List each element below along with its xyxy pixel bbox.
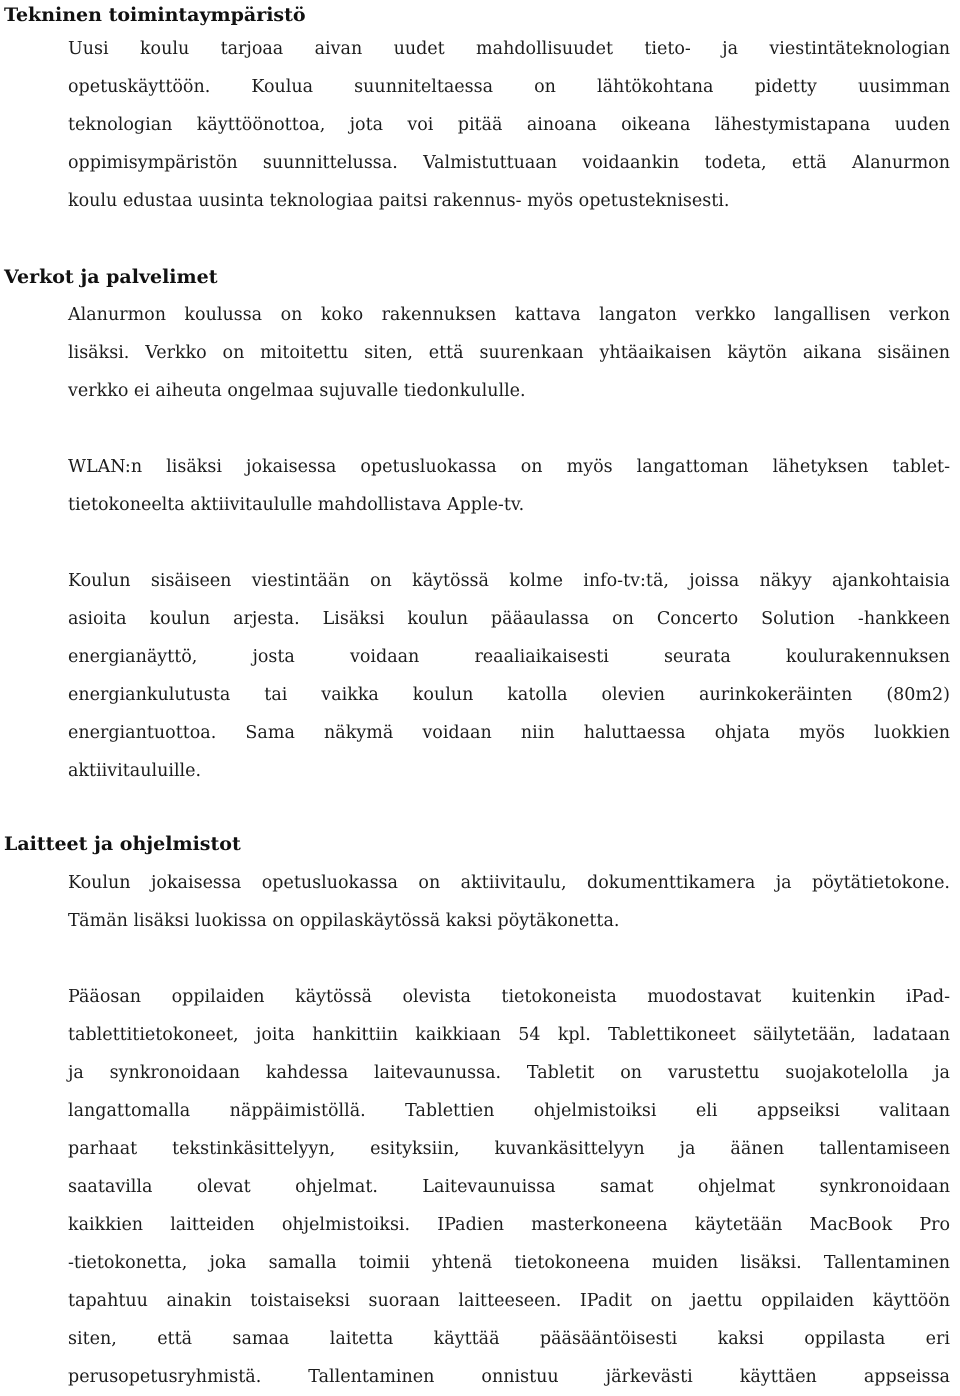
text-line: saatavilla olevat ohjelmat. Laitevaunuissa samat ohjelmat synkronoidaan <box>68 1177 950 1197</box>
text-line: tietokoneelta aktiivitaululle mahdollistava Apple-tv. <box>68 495 525 515</box>
paragraph-apple-tv <box>68 448 950 524</box>
paragraph-wireless-network <box>68 296 950 410</box>
section-heading-networks-servers: Verkot ja palvelimet <box>4 266 218 288</box>
text-line: opetuskäyttöön. Koulua suunniteltaessa on lähtökohtana pidetty uusimman <box>68 77 950 97</box>
text-line: langattomalla näppäimistöllä. Tablettien ohjelmistoiksi eli appseiksi valitaan <box>68 1101 950 1121</box>
text-line: Pääosan oppilaiden käytössä olevista tietokoneista muodostavat kuitenkin iPad- <box>68 987 950 1007</box>
text-line: lisäksi. Verkko on mitoitettu siten, että suurenkaan yhtäaikaisen käytön aikana sisäinen <box>68 343 950 363</box>
text-line: tablettitietokoneet, joita hankittiin kaikkiaan 54 kpl. Tablettikoneet säilytetään, ladataan <box>68 1025 950 1045</box>
paragraph-ipad-tablets <box>68 978 950 1396</box>
text-line: asioita koulun arjesta. Lisäksi koulun pääaulassa on Concerto Solution -hankkeen <box>68 609 950 629</box>
text-line: Alanurmon koulussa on koko rakennuksen kattava langaton verkko langallisen verkon <box>68 305 950 325</box>
text-line: kaikkien laitteiden ohjelmistoiksi. IPadien masterkoneena käytetään MacBook Pro <box>68 1215 950 1235</box>
text-line: perusopetusryhmistä. Tallentaminen onnistuu järkevästi käyttäen appseissa <box>68 1367 950 1387</box>
text-line: Koulun jokaisessa opetusluokassa on aktiivitaulu, dokumenttikamera ja pöytätietokone. <box>68 873 950 893</box>
text-line: siten, että samaa laitetta käyttää pääsääntöisesti kaksi oppilasta eri <box>68 1329 950 1349</box>
text-line: aktiivitauluille. <box>68 761 202 781</box>
text-line: teknologian käyttöönottoa, jota voi pitää ainoana oikeana lähestymistapana uuden <box>68 115 950 135</box>
text-line: Tämän lisäksi luokissa on oppilaskäytössä kaksi pöytäkonetta. <box>68 911 620 931</box>
paragraph-technical-environment <box>68 30 950 220</box>
text-line: Koulun sisäiseen viestintään on käytössä kolme info-tv:tä, joissa näkyy ajankohtaisia <box>68 571 950 591</box>
paragraph-classroom-devices <box>68 864 950 940</box>
text-line: energiankulutusta tai vaikka koulun katolla olevien aurinkokeräinten (80m2) <box>68 685 950 705</box>
text-line: -tietokonetta, joka samalla toimii yhtenä tietokoneena muiden lisäksi. Tallentaminen <box>68 1253 950 1273</box>
paragraph-info-tv <box>68 562 950 790</box>
text-line: parhaat tekstinkäsittelyyn, esityksiin, kuvankäsittelyyn ja äänen tallentamiseen <box>68 1139 950 1159</box>
text-line: ja synkronoidaan kahdessa laitevaunussa. Tabletit on varustettu suojakotelolla ja <box>68 1063 950 1083</box>
text-line: tapahtuu ainakin toistaiseksi suoraan laitteeseen. IPadit on jaettu oppilaiden käyttöön <box>68 1291 950 1311</box>
text-line: energianäyttö, josta voidaan reaaliaikaisesti seurata koulurakennuksen <box>68 647 950 667</box>
text-line: Uusi koulu tarjoaa aivan uudet mahdollisuudet tieto- ja viestintäteknologian <box>68 39 950 59</box>
text-line: verkko ei aiheuta ongelmaa sujuvalle tiedonkululle. <box>68 381 526 401</box>
text-line: koulu edustaa uusinta teknologiaa paitsi rakennus- myös opetusteknisesti. <box>68 191 730 211</box>
text-line: energiantuottoa. Sama näkymä voidaan niin haluttaessa ohjata myös luokkien <box>68 723 950 743</box>
section-heading-technical-environment: Tekninen toimintaympäristö <box>4 4 306 26</box>
text-line: WLAN:n lisäksi jokaisessa opetusluokassa on myös langattoman lähetyksen tablet- <box>68 457 950 477</box>
text-line: oppimisympäristön suunnittelussa. Valmistuttuaan voidaankin todeta, että Alanurmon <box>68 153 950 173</box>
section-heading-devices-software: Laitteet ja ohjelmistot <box>4 833 241 855</box>
